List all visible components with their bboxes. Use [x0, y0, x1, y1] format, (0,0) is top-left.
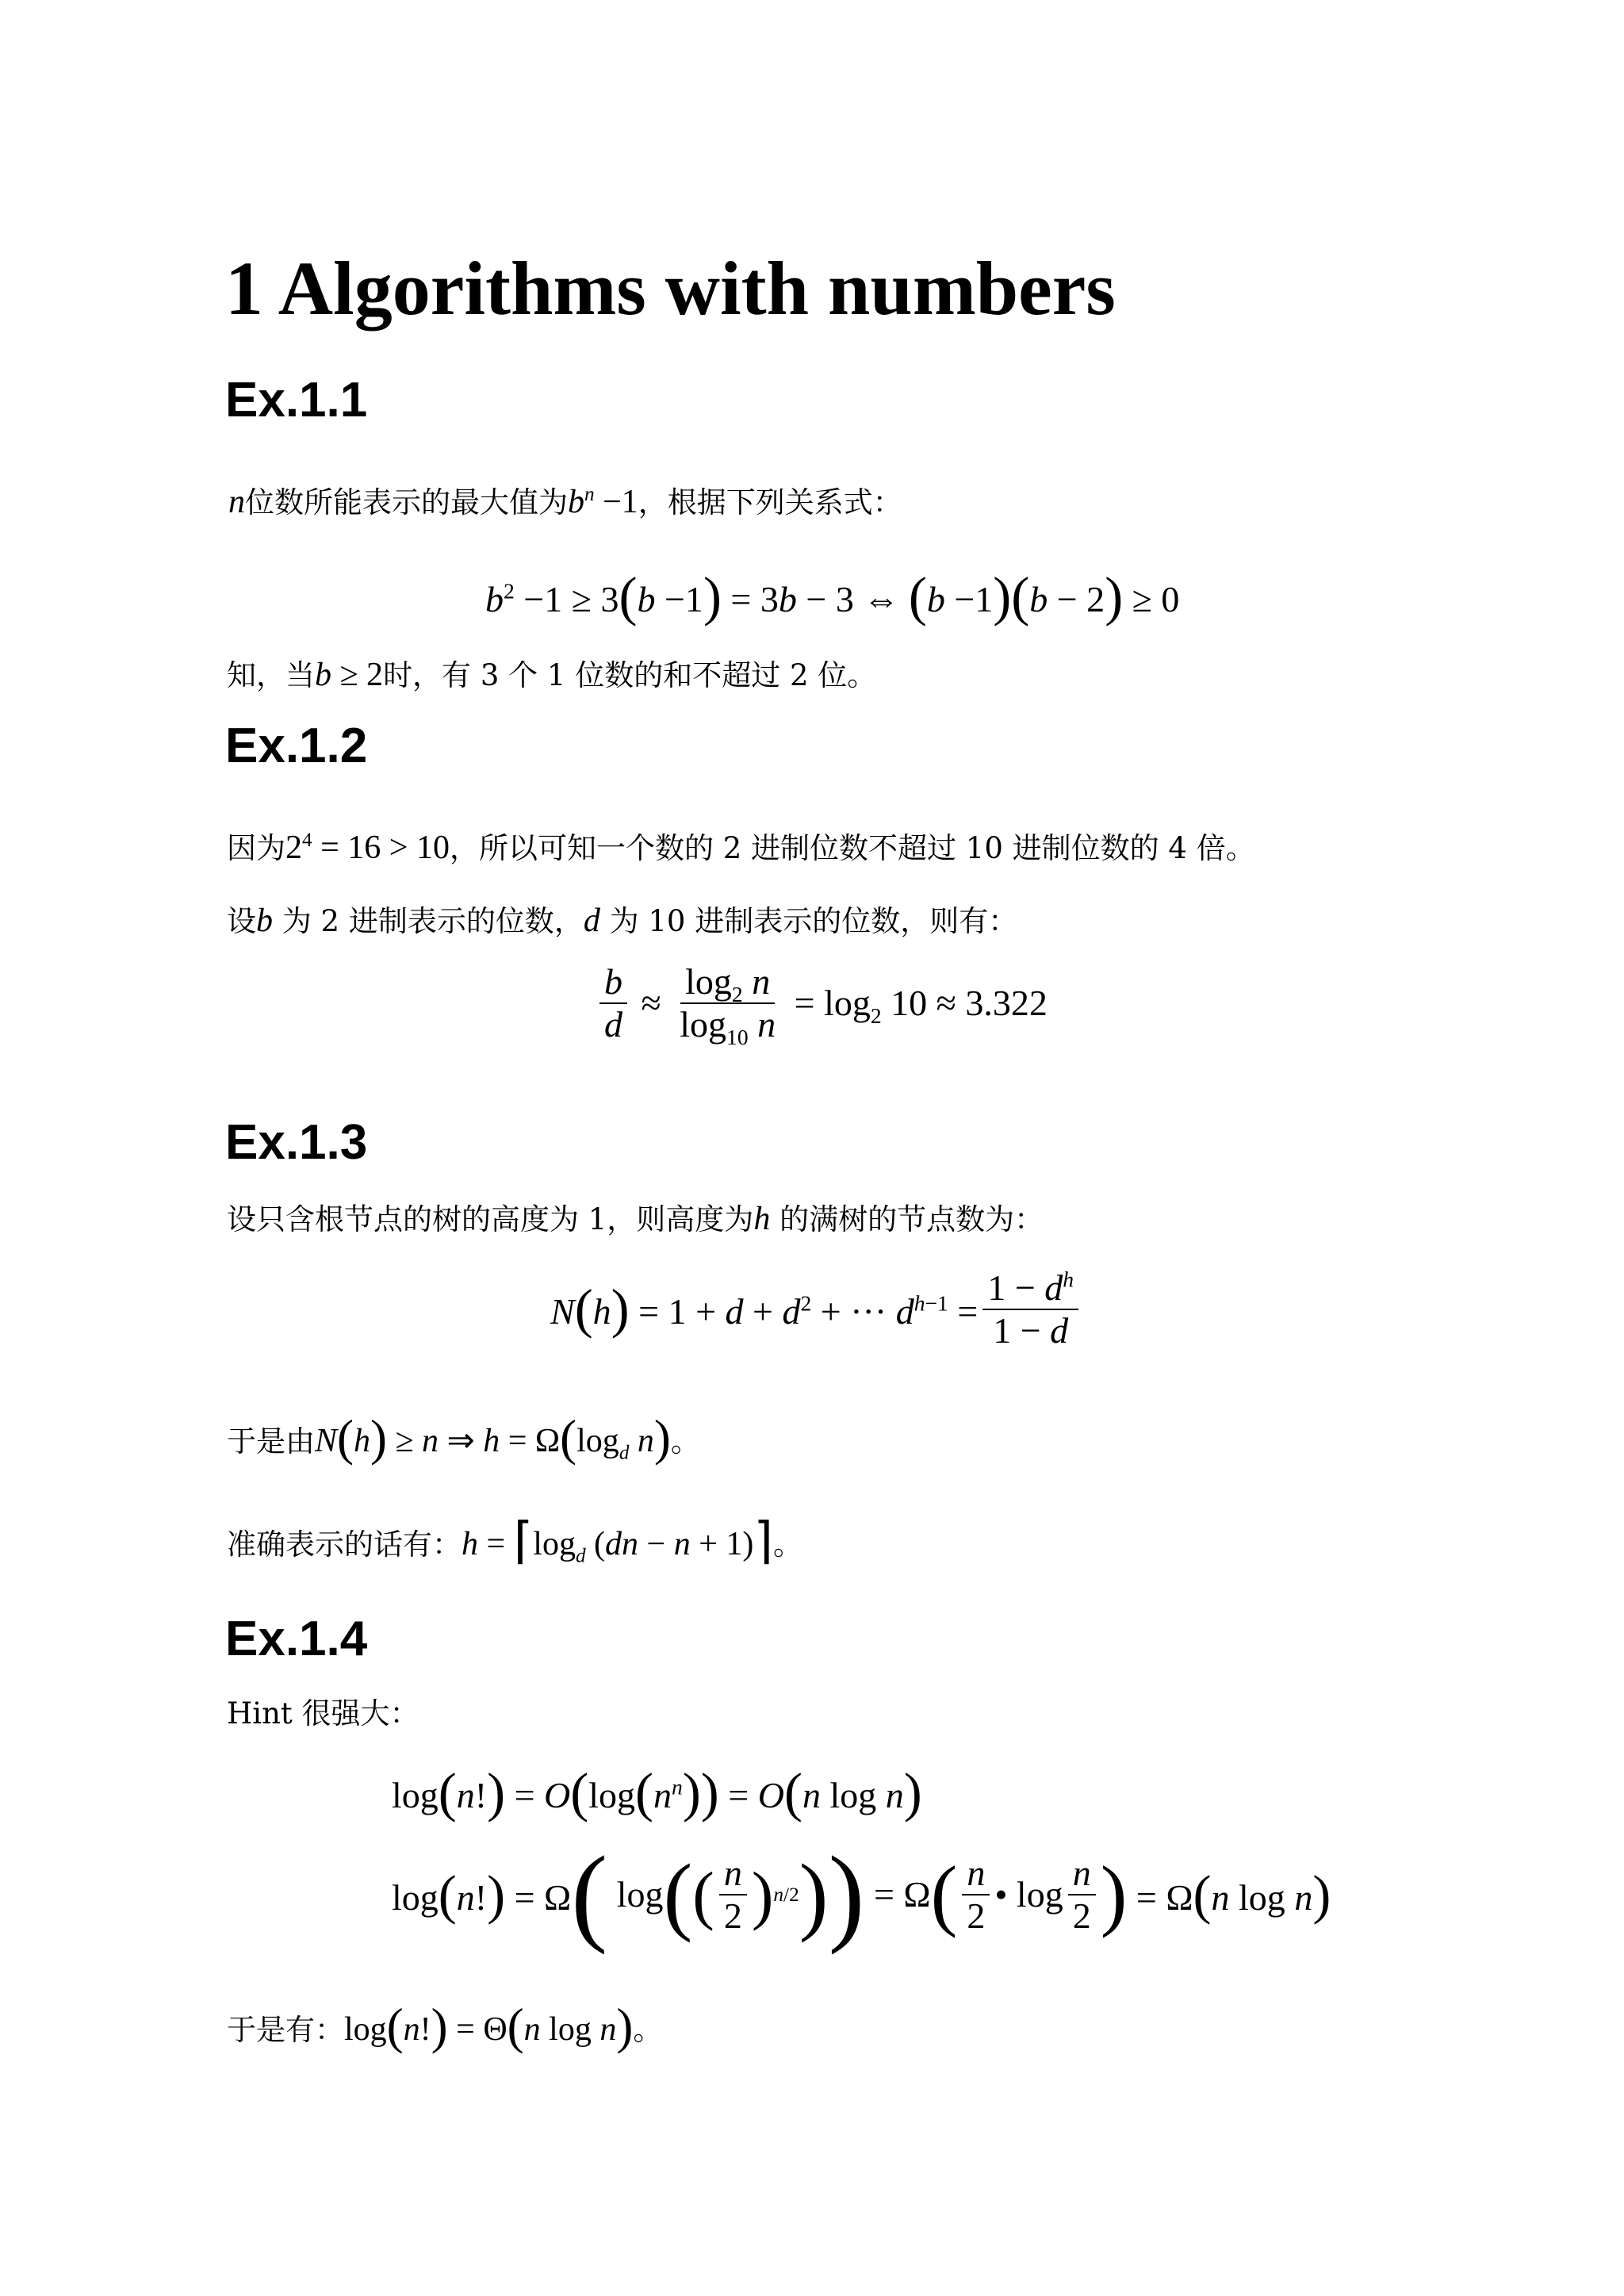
ex13-paragraph-3: 准确表示的话有：$h = ⌈\log_d$ (dn − n + 1)⌉。 — [227, 1513, 803, 1569]
ex13-paragraph-1: 设只含根节点的树的高度为 1，则高度为h 的满树的节点数为： — [227, 1201, 1044, 1237]
ex13-p1-text-b: 的满树的节点数为： — [770, 1202, 1044, 1236]
section-title-ex-1-1: Ex.1.1 — [225, 373, 368, 427]
ex14-equation-2: log(n!) = Ω ( log ( ( $\frac{n}{2}$ ) n/2 ) ) = Ω ( $\frac{n}{2}$ • log $\frac{n}{2}$ ) = Ω(n log n) — [392, 1834, 1331, 1955]
section-title-ex-1-2: Ex.1.2 — [225, 719, 368, 773]
ex12-p1-text-b: ，所以可知一个数的 2 进制位数不超过 10 进制位数的 4 倍。 — [449, 831, 1255, 865]
ex11-paragraph-1: n位数所能表示的最大值为$b^n -1$，根据下列关系式： — [228, 484, 902, 520]
ex14-p2-text-a: 于是有： — [227, 2013, 344, 2047]
ex11-p2-text-b: 时，有 3 个 1 位数的和不超过 2 位。 — [383, 658, 877, 692]
ex13-p2-end: 。 — [670, 1424, 700, 1458]
ex13-p2-text-a: 于是由 — [227, 1424, 315, 1458]
ex12-paragraph-2: 设b 为 2 进制表示的位数，d 为 10 进制表示的位数，则有： — [227, 903, 1018, 939]
ex12-p1-text-a: 因为 — [227, 831, 285, 865]
ex11-equation: $b^2 -1 \ge 3(b -1) = 3b - 3$ ⇔ (b −1)(b − 2) ≥ 0 — [485, 566, 1180, 627]
ex14-equation-1: $\log(n!) = O(\log(n^n)) = O(n$ log n) — [392, 1762, 922, 1823]
ex12-p2-text-a: 设 — [227, 904, 256, 938]
ex13-equation: $N(h) = 1 + d + d^2$ + ··· $d^{h-1}$ = $\frac{1 - d^h}{1 - d}$ — [550, 1267, 1083, 1351]
ex12-paragraph-1: 因为$2^4 = 16 > 10$，所以可知一个数的 2 进制位数不超过 10 进制位数的 4 倍。 — [227, 830, 1255, 866]
ex13-paragraph-2: 于是由N(h) ≥ n ⇒ $h = \Omega(\log_d$ n)。 — [227, 1410, 700, 1466]
ex14-paragraph-2: 于是有：log(n!) = Θ(n log n)。 — [227, 1999, 663, 2054]
ex11-p2-text-a: 知，当 — [227, 658, 315, 692]
ex12-p2-text-c: 为 10 进制表示的位数，则有： — [599, 904, 1018, 938]
ex11-p1-text-a: 位数所能表示的最大值为 — [245, 485, 568, 519]
ex14-p2-end: 。 — [633, 2013, 663, 2047]
chapter-title: 1 Algorithms with numbers — [225, 246, 1116, 331]
ex11-p1-text-b: ，根据下列关系式： — [638, 485, 902, 519]
section-title-ex-1-4: Ex.1.4 — [225, 1612, 368, 1666]
ex12-equation: $\frac{b}{d}$ ≈ $\frac{\log_2 n}{\log_{10} n}$ = $\log_2 10 \approx 3.322$ — [595, 961, 1048, 1045]
section-title-ex-1-3: Ex.1.3 — [225, 1115, 368, 1170]
ex12-p2-text-b: 为 2 进制表示的位数， — [273, 904, 584, 938]
ex11-paragraph-2: 知，当b ≥ 2时，有 3 个 1 位数的和不超过 2 位。 — [227, 657, 877, 693]
ex13-p1-text-a: 设只含根节点的树的高度为 1，则高度为 — [227, 1202, 754, 1236]
ex13-p3-end: 。 — [773, 1527, 803, 1562]
ex13-p3-text-a: 准确表示的话有： — [227, 1527, 462, 1562]
ex14-paragraph-1: Hint 很强大： — [227, 1696, 419, 1731]
